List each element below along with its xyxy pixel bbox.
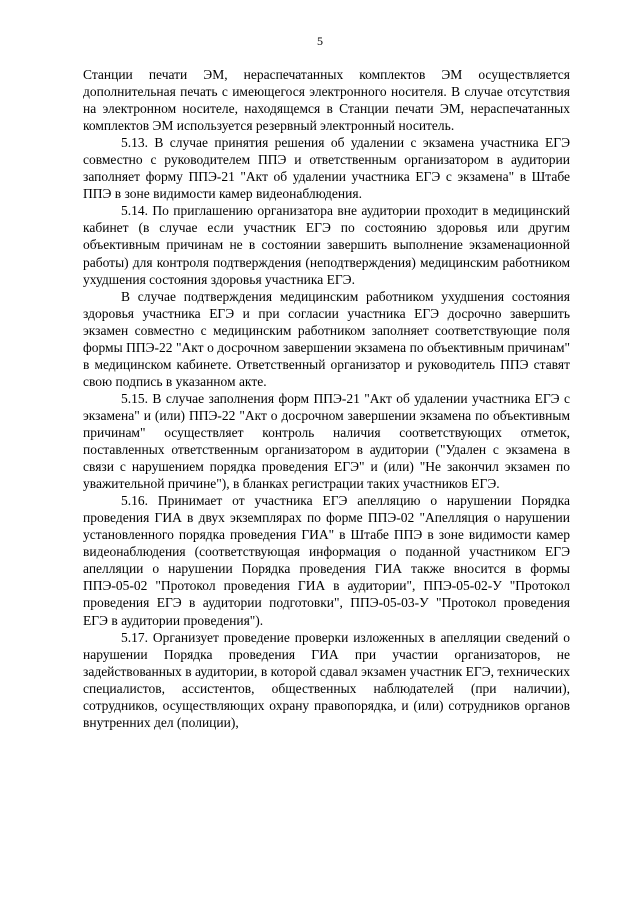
paragraph-5-16: 5.16. Принимает от участника ЕГЭ апелляцию о нарушении Порядка проведения ГИА в двух экземплярах по форме ППЭ-02 "Апелляция о нарушении установленного порядка проведения ГИА" в Штабе ППЭ в зоне видимости камер видеонаблюдения (соответствующая информация о поданной участником ЕГЭ апелляции о нарушении Порядка проведения ГИА также вносится в формы ППЭ-05-02 "Протокол проведения ГИА в аудитории", ППЭ-05-02-У "Протокол проведения ЕГЭ в аудитории подготовки", ППЭ-05-03-У "Протокол проведения ЕГЭ в аудитории проведения").: [83, 493, 570, 628]
paragraph-continuation: Станции печати ЭМ, нераспечатанных комплектов ЭМ осуществляется дополнительная печать с имеющегося электронного носителя. В случае отсутствия на электронном носителе, находящемся в Станции печати ЭМ, нераспечатанных комплектов ЭМ используется резервный электронный носитель.: [83, 67, 570, 134]
paragraph-5-13: 5.13. В случае принятия решения об удалении с экзамена участника ЕГЭ совместно с руководителем ППЭ и ответственным организатором в аудитории заполняет форму ППЭ-21 "Акт об удалении участника ЕГЭ с экзамена" в Штабе ППЭ в зоне видимости камер видеонаблюдения.: [83, 135, 570, 202]
paragraph-5-14-confirmation: В случае подтверждения медицинским работником ухудшения состояния здоровья участника ЕГЭ и при согласии участника ЕГЭ досрочно завершить экзамен совместно с медицинским работником заполняет соответствующие поля формы ППЭ-22 "Акт о досрочном завершении экзамена по объективным причинам" в медицинском кабинете. Ответственный организатор и руководитель ППЭ ставят свою подпись в указанном акте.: [83, 288, 570, 389]
page-number: 5: [317, 34, 323, 48]
paragraph-5-17: 5.17. Организует проведение проверки изложенных в апелляции сведений о нарушении Порядка проведения ГИА при участии организаторов, не задействованных в аудитории, в которой сдавал экзамен участник ЕГЭ, технических специалистов, ассистентов, общественных наблюдателей (при наличии), сотрудников, осуществляющих охрану правопорядка, и (или) сотрудников органов внутренних дел (полиции),: [83, 629, 570, 730]
paragraph-5-15: 5.15. В случае заполнения форм ППЭ-21 "Акт об удалении участника ЕГЭ с экзамена" и (или) ППЭ-22 "Акт о досрочном завершении экзамена по объективным причинам" осуществляет контроль наличия соответствующих отметок, поставленных ответственным организатором в аудитории ("Удален с экзамена в связи с нарушением порядка проведения ЕГЭ" и (или) "Не закончил экзамен по уважительной причине"), в бланках регистрации таких участников ЕГЭ.: [83, 390, 570, 492]
paragraph-5-14: 5.14. По приглашению организатора вне аудитории проходит в медицинский кабинет (в случае если участник ЕГЭ по состоянию здоровья или другим объективным причинам не в состоянии завершить выполнение экзаменационной работы) для контроля подтверждения (неподтверждения) медицинским работником ухудшения состояния здоровья участника ЕГЭ.: [83, 203, 570, 287]
document-body: [83, 66, 570, 731]
